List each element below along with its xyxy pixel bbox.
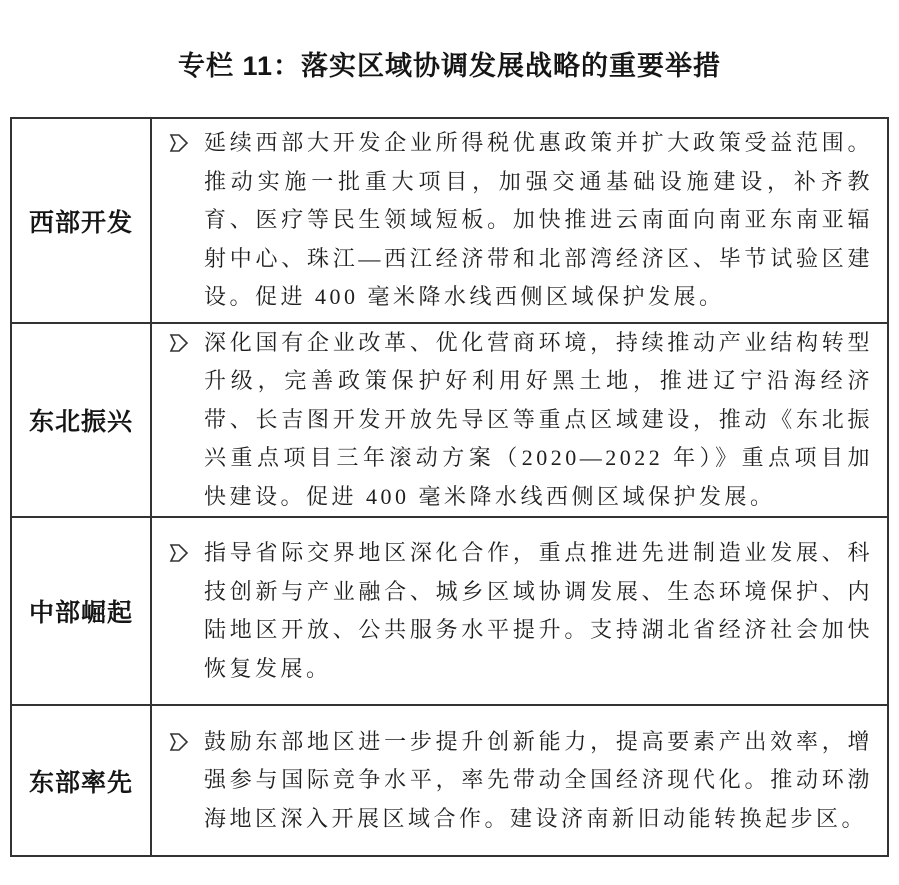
region-label: 西部开发 [12, 119, 152, 322]
region-label: 中部崛起 [12, 518, 152, 704]
measure-entry [168, 534, 873, 688]
measures-table [10, 117, 889, 857]
row-content-cell [152, 119, 887, 322]
measure-text: 延续西部大开发企业所得税优惠政策并扩大政策受益范围。推动实施一批重大项目，加强交通基础设施建设，补齐教育、医疗等民生领域短板。加快推进云南面向南亚东南亚辐射中心、珠江—西江经济带和北部湾经济区、毕节试验区建设。促进 400 毫米降水线西侧区域保护发展。 [204, 130, 873, 310]
row-content-cell [152, 324, 887, 516]
measure-text: 鼓励东部地区进一步提升创新能力，提高要素产出效率，增强参与国际竞争水平，率先带动全国经济现代化。推动环渤海地区深入开展区域合作。建设济南新旧动能转换起步区。 [204, 728, 873, 831]
measure-text: 深化国有企业改革、优化营商环境，持续推动产业结构转型升级，完善政策保护好利用好黑土地，推进辽宁沿海经济带、长吉图开发开放先导区等重点区域建设，推动《东北振兴重点项目三年滚动方案（2020—2022 年）》重点项目加快建设。促进 400 毫米降水线西侧区域保护发展。 [204, 329, 873, 509]
rightwards-arrow-bullet-icon [168, 541, 189, 565]
measure-entry [168, 324, 873, 517]
region-label: 东北振兴 [12, 324, 152, 516]
measure-text: 指导省际交界地区深化合作，重点推进先进制造业发展、科技创新与产业融合、城乡区域协调发展、生态环境保护、内陆地区开放、公共服务水平提升。支持湖北省经济社会加快恢复发展。 [204, 540, 873, 681]
row-content-cell [152, 518, 887, 704]
page-title: 专栏 11：落实区域协调发展战略的重要举措 [177, 51, 722, 81]
measure-entry [168, 723, 873, 839]
table-row-northeast-revitalization [12, 322, 887, 516]
row-content-cell [152, 706, 887, 855]
table-row-central-rise [12, 516, 887, 704]
table-row-east-leading [12, 704, 887, 855]
measure-entry [168, 124, 873, 317]
rightwards-arrow-bullet-icon [168, 331, 189, 355]
region-label: 东部率先 [12, 706, 152, 855]
table-row-west-development [12, 119, 887, 322]
rightwards-arrow-bullet-icon [168, 730, 189, 754]
rightwards-arrow-bullet-icon [168, 131, 189, 155]
